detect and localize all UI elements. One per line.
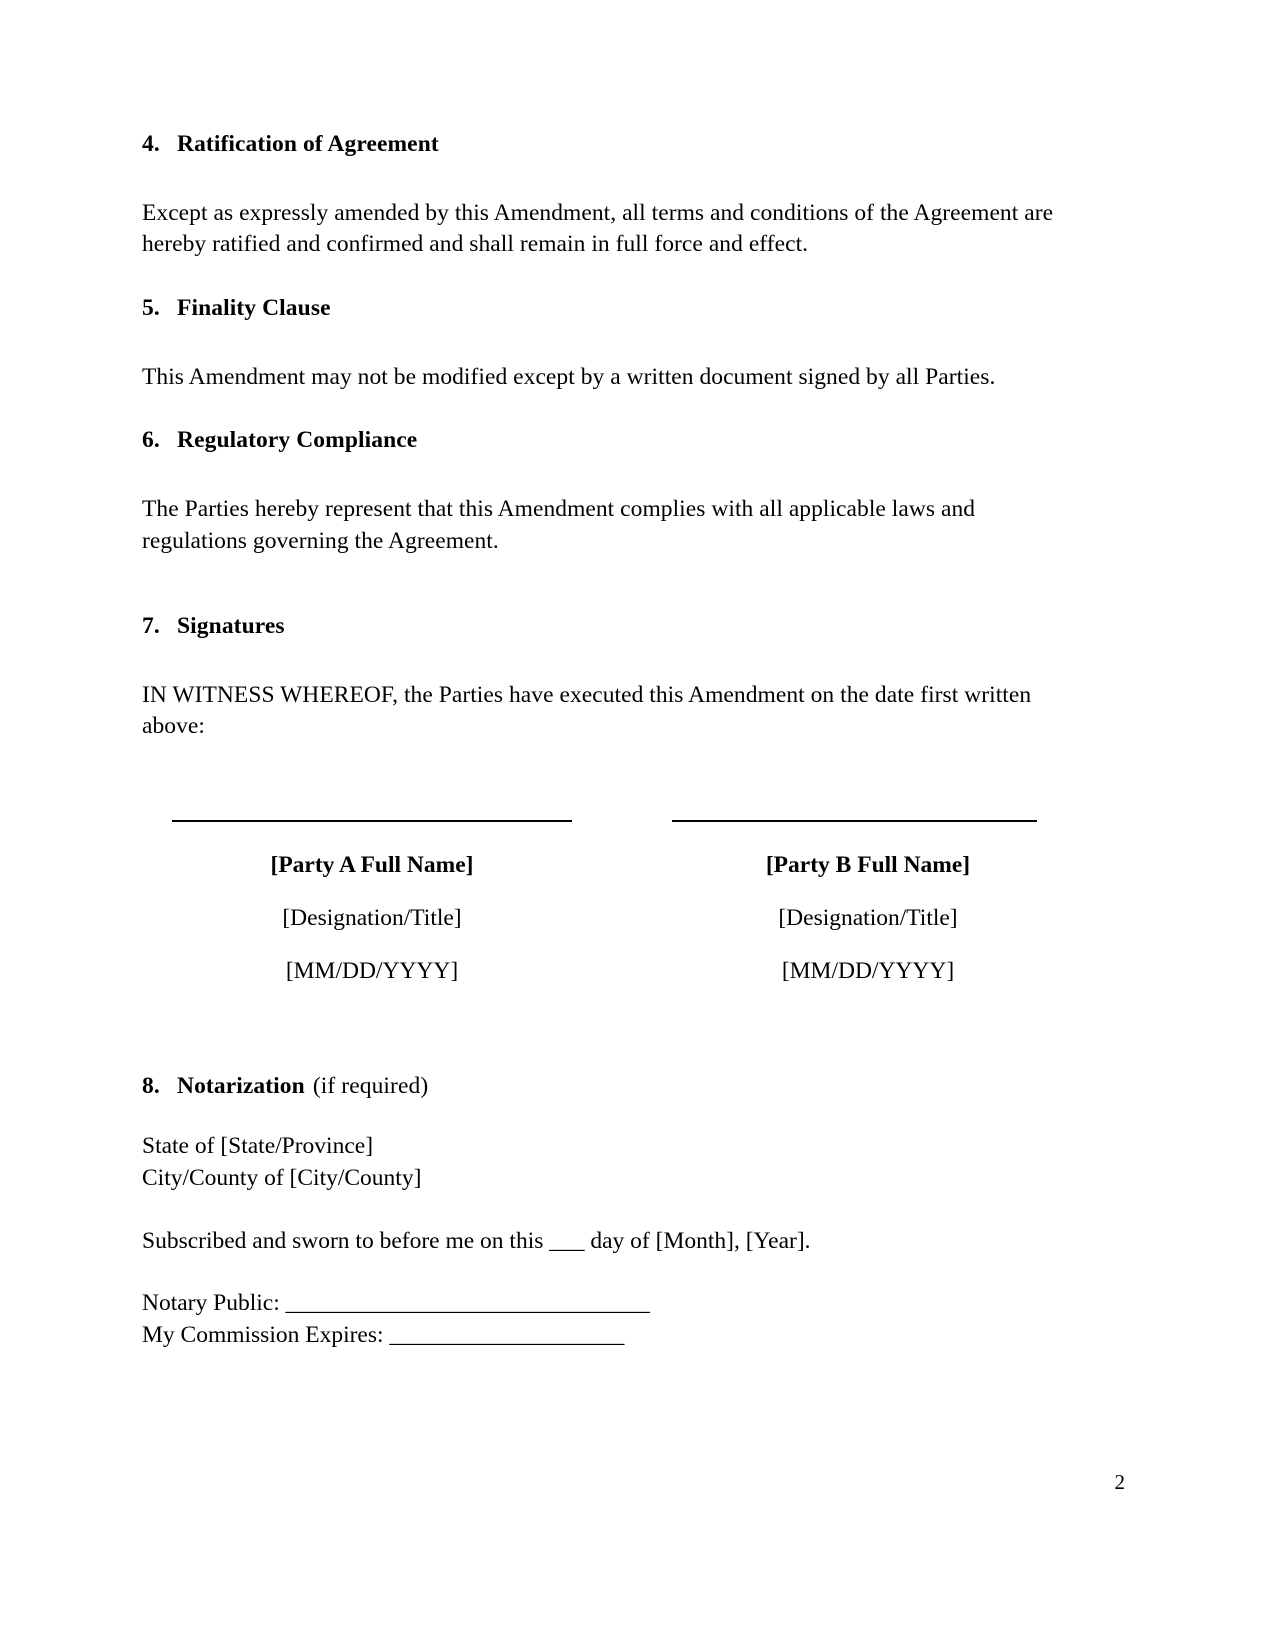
signature-column-party-a: [172, 820, 572, 986]
notary-signature-lines: [142, 1288, 1064, 1351]
page-number: 2: [1114, 1470, 1125, 1494]
section-title-7: Signatures: [177, 612, 285, 639]
section-number-8: 8.: [142, 1073, 160, 1099]
document-body: [142, 130, 1064, 743]
signature-line-party-a[interactable]: [172, 820, 572, 822]
party-b-date: [MM/DD/YYYY]: [781, 958, 955, 985]
section-heading-4: [142, 130, 1064, 158]
notary-public-line[interactable]: Notary Public: _______________________________: [142, 1290, 650, 1317]
section-number-4: 4.: [142, 131, 160, 157]
section-title-4: Ratification of Agreement: [177, 131, 439, 157]
notary-commission-line[interactable]: My Commission Expires: ____________________: [142, 1322, 625, 1349]
section-heading-8: [142, 1072, 1064, 1100]
section-number-5: 5.: [142, 294, 160, 321]
notarization-block: [142, 1072, 1064, 1352]
section-body-4: Except as expressly amended by this Amendment, all terms and conditions of the Agreement are hereby ratified and confirmed and shall remain in full force and effect.: [142, 200, 1054, 258]
party-a-date: [MM/DD/YYYY]: [285, 958, 459, 985]
section-number-7: 7.: [142, 612, 160, 639]
section-heading-6: [142, 426, 1064, 454]
notary-state-line: State of [State/Province]: [142, 1133, 374, 1160]
section-heading-5: [142, 294, 1064, 322]
notary-sworn-statement: Subscribed and sworn to before me on this ___ day of [Month], [Year].: [142, 1227, 811, 1254]
section-body-7: IN WITNESS WHEREOF, the Parties have executed this Amendment on the date first written above:: [142, 682, 1032, 740]
party-b-name: [Party B Full Name]: [765, 852, 971, 878]
section-body-6: The Parties hereby represent that this Amendment complies with all applicable laws and regulations governing the Agreement.: [142, 496, 976, 554]
signature-row: [142, 820, 1064, 986]
signature-line-party-b[interactable]: [672, 820, 1037, 822]
signature-column-party-b: [672, 820, 1064, 986]
section-title-5: Finality Clause: [177, 294, 331, 321]
section-body-5: This Amendment may not be modified except by a written document signed by all Parties.: [142, 363, 996, 390]
section-note-8: (if required): [312, 1073, 429, 1099]
section-title-8: Notarization: [177, 1073, 305, 1099]
notary-location-lines: [142, 1131, 1064, 1194]
section-heading-7: [142, 612, 1064, 640]
party-b-designation: [Designation/Title]: [778, 905, 958, 932]
party-a-designation: [Designation/Title]: [282, 905, 462, 932]
notary-city-line: City/County of [City/County]: [142, 1164, 422, 1191]
section-title-6: Regulatory Compliance: [177, 427, 418, 454]
section-number-6: 6.: [142, 427, 160, 454]
signature-block: [142, 820, 1064, 986]
party-a-name: [Party A Full Name]: [270, 852, 474, 878]
